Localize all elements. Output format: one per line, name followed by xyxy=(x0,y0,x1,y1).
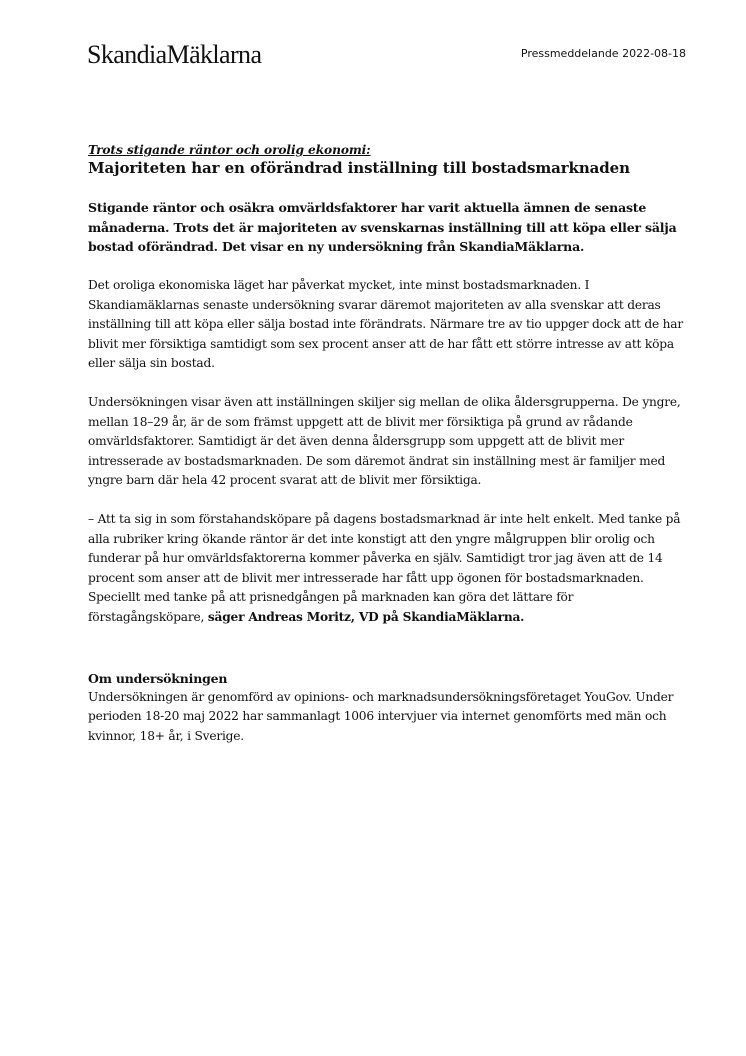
about-text: Undersökningen är genomförd av opinions- och marknadsundersökningsföretaget YouGov. Under perioden 18-20 maj 2022 har sammanlagt 1006 intervjuer via internet genomförts med män och kvinnor, 18+ år, i Sverige. xyxy=(88,689,674,743)
about-title: Om undersökningen xyxy=(88,670,228,686)
quote-text: – Att ta sig in som förstahandsköpare på dagens bostadsmarknad är inte helt enkelt. Med tanke på alla rubriker kring ökande räntor är det inte konstigt att den yngre målgruppen blir orolig och funderar på hur omvärldsfaktorerna kommer påverka en själv. Samtidigt tror jag även att de 14 procent som anser att de blivit mer intresserade har fått upp ögonen för bostadsmarknaden. Speciellt med tanke på att prisnedgången på marknaden kan göra det lättare för förstagångsköpare, xyxy=(88,512,681,625)
article-paragraph-1: Det oroliga ekonomiska läget har påverkat mycket, inte minst bostadsmarknaden. I Skandiamäklarnas senaste undersökning svarar däremot majoriteten av alla svenskar att deras inställning till att köpa eller sälja bostad inte förändrats. Närmare tre av tio uppger dock att de har blivit mer försiktiga samtidigt som sex procent anser att de har fått ett större intresse av att köpa eller sälja sin bostad. xyxy=(88,278,683,371)
press-release-date: Pressmeddelande 2022-08-18 xyxy=(520,47,686,60)
article-paragraph-2: Undersökningen visar även att inställningen skiljer sig mellan de olika åldersgrupperna. De yngre, mellan 18–29 år, är de som främst uppgett att de blivit mer försiktiga på grund av rådande omvärldsfaktorer. Samtidigt är det även denna åldersgrupp som uppgett att de blivit mer intresserade av bostadsmarknaden. De som däremot ändrat sin inställning mest är familjer med yngre barn där hela 42 procent svarat att de blivit mer försiktiga. xyxy=(88,395,681,488)
quote-attribution: säger Andreas Moritz, VD på SkandiaMäklarna. xyxy=(207,610,525,625)
article-body xyxy=(88,142,688,746)
article-quote xyxy=(88,510,688,628)
article-headline: Majoriteten har en oförändrad inställning till bostadsmarknaden xyxy=(88,159,630,177)
company-logo: SkandiaMäklarna xyxy=(87,40,262,69)
article-lead: Stigande räntor och osäkra omvärldsfaktorer har varit aktuella ämnen de senaste månaderna. Trots det är majoriteten av svenskarnas inställning till att köpa eller sälja bostad oförändrad. Det visar en ny undersökning från SkandiaMäklarna. xyxy=(88,200,677,255)
article-kicker: Trots stigande räntor och orolig ekonomi: xyxy=(88,143,371,157)
about-section xyxy=(88,669,688,747)
